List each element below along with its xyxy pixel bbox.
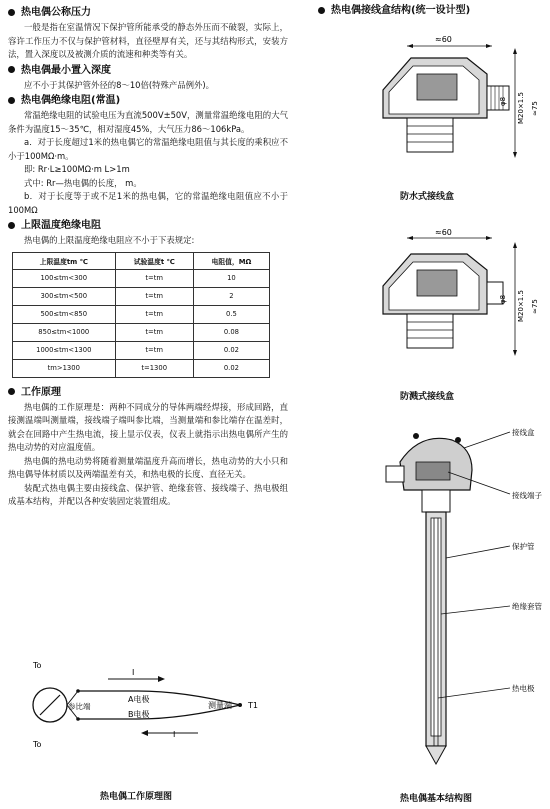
t1-label: T1 [248,701,258,710]
insulation-where: 式中: Rr—热电偶的长度， m。 [24,177,142,188]
bullet-icon [8,388,15,395]
section-insulation-title: 热电偶绝缘电阻(常温) [8,94,288,108]
insulation-item-a: a．对于长度超过1米的热电偶它的常温绝缘电阻值与其长度的乘积应不小于100MΩ·m。 [8,137,288,161]
min-depth-text: 应不小于其保护管外径的8～10倍(特殊产品例外)。 [24,79,215,90]
principle-text-2: 热电偶的热电动势将随着测量端温度升高而增长，热电动势的大小只和热电偶导体材质以及两端温差有关，和热电极的长度、直径无关。 [8,455,288,479]
electrode-b-label: B电极 [128,710,150,719]
bullet-icon [8,66,15,73]
splashproof-box-caption: 防溅式接线盒 [400,392,455,402]
thermocouple-structure-drawing [360,418,546,778]
principle-text-1: 热电偶的工作原理是：两种不同成分的导体两端经焊接，形成回路，直接测温端叫测量端，接线端子端叫参比端，当测量端和参比端存在温差时，就会在回路中产生热电流，接上显示仪表，仪表上就指示出热电偶所产生的热电动势的对应温度值。 [8,401,288,452]
splashproof-box-drawing [355,228,545,378]
insulation-text: 常温绝缘电阻的试验电压为直流500V±50V，测量常温绝缘电阻的大气条件为温度15～35℃，相对湿度45%，大气压力86～106kPa。 [8,110,288,134]
structure-caption: 热电偶基本结构图 [400,794,473,804]
measuring-end-label: 测量端 [208,701,232,710]
nominal-pressure-text: 一般是指在室温情况下保护管所能承受的静态外压而不破裂，实际上，容许工作压力不仅与保护管材料，直径壁厚有关，还与其结构形式，安装方法，置入深度以及被测介质的流速和种类等有关。 [8,22,288,59]
ref-junction-top [76,689,80,693]
insulation-item-b: b．对于长度等于或不足1米的热电偶，它的常温绝缘电阻值应不小于100MΩ [8,191,288,215]
table-row: 300≤tm<500 t=tm 2 [13,287,270,305]
insulation-limit-table [12,252,270,378]
waterproof-box-drawing [355,28,545,178]
leader-line [438,688,510,698]
junction-box-section-title: 热电偶接线盒结构(统一设计型) [318,4,546,18]
leader-line [464,432,510,448]
principle-diagram-caption: 热电偶工作原理图 [100,792,173,802]
svg-text:φ8: φ8 [499,96,507,106]
leader-line [446,546,510,558]
cable-gland-part [386,466,404,482]
left-column [8,4,288,509]
table-header: 电阻值，MΩ [193,252,269,269]
svg-text:φ8: φ8 [499,294,507,304]
terminal-block [417,74,457,100]
label-insulation-sleeve: 绝缘套管 [512,602,542,611]
table-header: 试验温度t ℃ [115,252,193,269]
label-thermal-electrode: 热电极 [512,684,535,693]
dim-width-label: ≈60 [435,35,452,44]
terminal-part [416,462,450,480]
table-row: 1000≤tm<1300 t=tm 0.02 [13,341,270,359]
to-label-top: To [33,661,42,670]
working-principle-diagram [8,655,290,765]
to-label-bottom: To [33,740,42,749]
insulation-formula: 即: Rr·L≥100MΩ·m L>1m [24,164,130,174]
table-row: 100≤tm<300 t=tm 10 [13,269,270,287]
dim-width-label: ≈60 [435,228,452,237]
table-header: 上限温度tm ℃ [13,252,116,269]
electrode-a-label: A电极 [128,695,150,704]
terminal-block [417,270,457,296]
section-nominal-pressure-title: 热电偶公称压力 [8,6,288,20]
leader-line [441,606,510,614]
box-neck [407,314,453,348]
upper-temp-text: 热电偶的上限温度绝缘电阻应不小于下表规定: [24,235,195,245]
section-min-depth-title: 热电偶最小置入深度 [8,64,288,78]
current-label-bottom: I [173,730,176,739]
ref-junction-bottom [76,717,80,721]
bullet-icon [8,222,15,229]
svg-text:≈75: ≈75 [531,299,539,314]
arrow-left-icon [141,730,148,736]
right-column [300,2,546,807]
current-label-top: I [132,668,135,677]
table-row: tm>1300 t=1300 0.02 [13,359,270,377]
meter-needle [40,695,60,715]
section-upper-temp-title: 上限温度绝缘电阻 [8,219,288,233]
section-principle-title: 工作原理 [8,386,288,400]
bullet-icon [8,97,15,104]
bullet-icon [318,7,325,14]
svg-text:≈75: ≈75 [531,101,539,116]
measuring-junction [238,703,242,707]
box-neck [407,118,453,152]
ref-end-label: 参比端 [68,702,91,711]
label-terminal: 接线端子 [512,491,542,500]
waterproof-box-caption: 防水式接线盒 [400,192,455,202]
label-protective-tube: 保护管 [512,542,535,551]
label-junction-box: 接线盒 [512,428,535,437]
table-row: 850≤tm<1000 t=tm 0.08 [13,323,270,341]
insulation-sleeve-part [431,518,441,736]
svg-text:M20×1.5: M20×1.5 [517,290,525,322]
svg-text:M20×1.5: M20×1.5 [517,92,525,124]
principle-text-3: 装配式热电偶主要由接线盒、保护管、绝缘套管、接线端子、热电极组成基本结构，并配以各种安装固定装置组成。 [8,482,288,506]
table-row: 500≤tm<850 t=tm 0.5 [13,305,270,323]
bullet-icon [8,9,15,16]
table-header-row [13,252,270,269]
arrow-right-icon [158,676,165,682]
